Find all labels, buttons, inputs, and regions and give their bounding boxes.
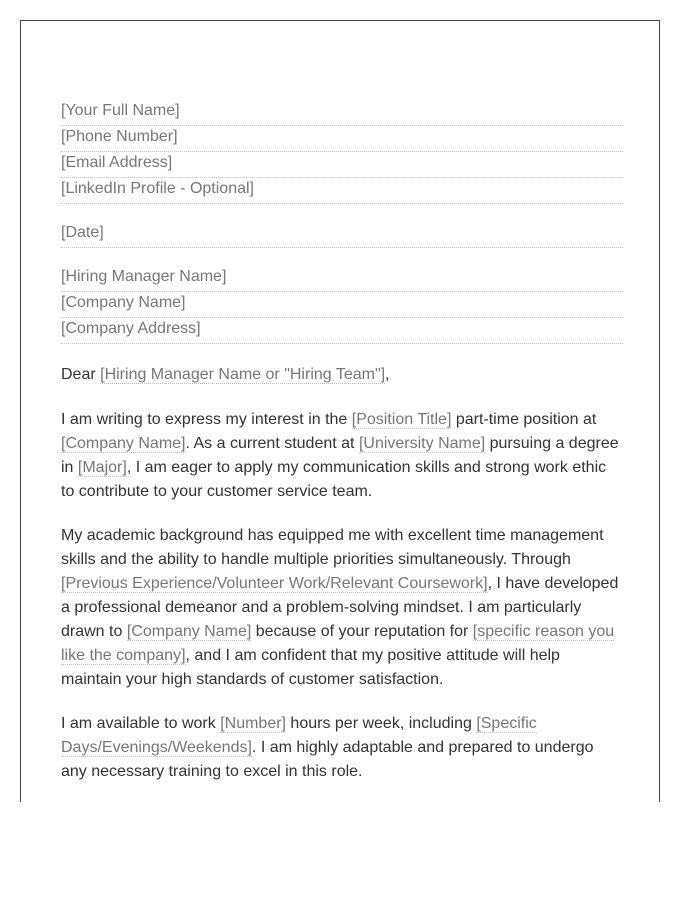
text: . I am highly adaptable and prepared to undergo any necessary training to excel in this role. xyxy=(61,739,594,780)
text: , I have developed a professional demeanor and a problem-solving mindset. I am particularly drawn to xyxy=(61,575,619,640)
experience-placeholder[interactable]: [Previous Experience/Volunteer Work/Relevant Coursework] xyxy=(61,575,488,592)
spacer xyxy=(61,249,623,267)
sender-block xyxy=(61,101,623,204)
recipient-company-field[interactable]: [Company Name] xyxy=(61,293,623,318)
date-field[interactable]: [Date] xyxy=(61,223,623,248)
salutation-prefix: Dear xyxy=(61,366,101,383)
recipient-manager-field[interactable]: [Hiring Manager Name] xyxy=(61,267,623,292)
salutation-placeholder[interactable]: [Hiring Manager Name or "Hiring Team"] xyxy=(100,366,386,383)
hours-number-placeholder[interactable]: [Number] xyxy=(220,715,286,732)
company-name-placeholder[interactable]: [Company Name] xyxy=(61,435,186,452)
text: . As a current student at xyxy=(185,435,359,452)
position-title-placeholder[interactable]: [Position Title] xyxy=(351,411,452,428)
text: , I am eager to apply my communication skills and strong work ethic to contribute to your customer service team. xyxy=(61,459,607,500)
text: I am available to work xyxy=(61,715,221,732)
date-block xyxy=(61,223,623,248)
text: My academic background has equipped me with excellent time management skills and the ability to handle multiple priorities simultaneously. Through xyxy=(61,527,604,568)
text: hours per week, including xyxy=(285,715,477,732)
sender-phone-field[interactable]: [Phone Number] xyxy=(61,127,623,152)
sender-linkedin-field[interactable]: [LinkedIn Profile - Optional] xyxy=(61,179,623,204)
recipient-address-field[interactable]: [Company Address] xyxy=(61,319,623,344)
text: pursuing a degree in xyxy=(61,435,619,476)
paragraph-background xyxy=(61,524,623,692)
reason-placeholder[interactable]: [specific reason you like the company] xyxy=(61,623,615,664)
spacer xyxy=(61,205,623,223)
text: part-time position at xyxy=(451,411,597,428)
text: I am writing to express my interest in the xyxy=(61,411,352,428)
text: because of your reputation for xyxy=(251,623,473,640)
schedule-placeholder[interactable]: [Specific Days/Evenings/Weekends] xyxy=(61,715,537,756)
text: , and I am confident that my positive attitude will help maintain your high standards of customer satisfaction. xyxy=(61,647,560,688)
university-name-placeholder[interactable]: [University Name] xyxy=(358,435,486,452)
salutation xyxy=(61,365,623,385)
letter-page xyxy=(20,20,660,802)
company-name-placeholder[interactable]: [Company Name] xyxy=(126,623,252,640)
paragraph-availability xyxy=(61,712,623,784)
sender-email-field[interactable]: [Email Address] xyxy=(61,153,623,178)
letter-content xyxy=(61,101,623,784)
recipient-block xyxy=(61,267,623,344)
salutation-suffix: , xyxy=(385,366,390,383)
paragraph-intro xyxy=(61,408,623,504)
sender-name-field[interactable]: [Your Full Name] xyxy=(61,101,623,126)
major-placeholder[interactable]: [Major] xyxy=(77,459,127,476)
